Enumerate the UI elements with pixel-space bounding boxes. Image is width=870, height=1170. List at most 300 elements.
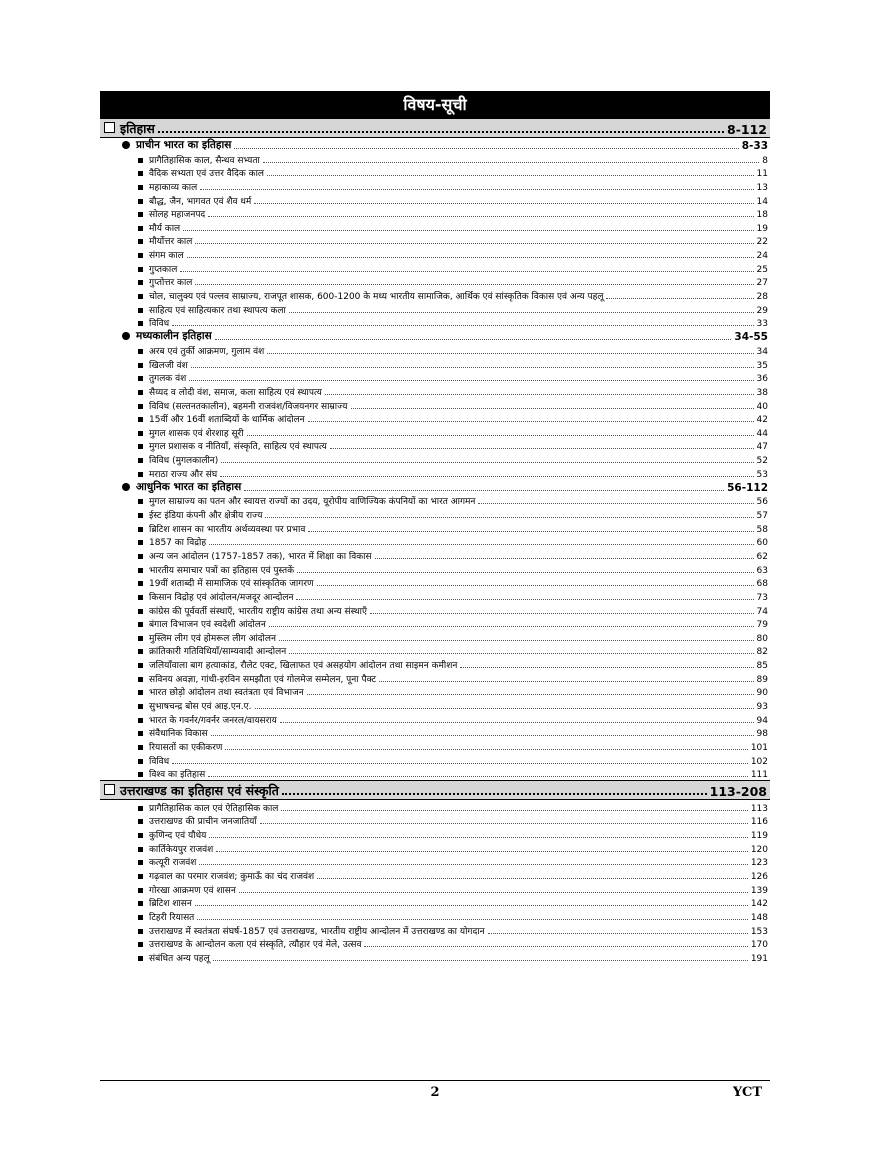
dot-leader — [265, 517, 753, 518]
dot-leader — [279, 640, 754, 641]
toc-item[interactable] — [100, 152, 770, 166]
toc-item-label: सोलह महाजनपद — [149, 210, 206, 221]
toc-item-page: 57 — [756, 511, 768, 522]
dot-leader — [180, 271, 753, 272]
toc-item-label: विविध (सल्तनतकालीन), बहमनी राजवंश/विजयनगर साम्राज्य — [149, 401, 348, 412]
square-bullet-icon — [138, 390, 143, 395]
square-bullet-icon — [138, 819, 143, 824]
square-bullet-icon — [138, 581, 143, 586]
square-bullet-icon — [138, 185, 143, 190]
square-bullet-icon — [138, 942, 143, 947]
toc-item-label: चोल, चालुक्य एवं पल्लव साम्राज्य, राजपूत शासक, 600-1200 के मध्य भारतीय सामाजिक, आर्थिक एवं सांस्कृतिक विकास एवं अन्य पहलू — [149, 292, 604, 303]
toc-item-page: 35 — [756, 360, 768, 371]
square-bullet-icon — [138, 321, 143, 326]
dot-leader — [209, 544, 753, 545]
square-bullet-icon — [138, 417, 143, 422]
dot-leader — [208, 776, 748, 777]
toc-item-page: 62 — [756, 551, 768, 562]
square-bullet-icon — [138, 663, 143, 668]
dot-leader — [158, 131, 724, 133]
circle-bullet-icon — [122, 332, 130, 340]
section-pages: 8-112 — [727, 122, 767, 137]
toc-item[interactable] — [100, 535, 770, 549]
toc-item[interactable] — [100, 371, 770, 385]
square-bullet-icon — [138, 239, 143, 244]
toc-item-page: 79 — [756, 620, 768, 631]
toc-item[interactable] — [100, 316, 770, 330]
toc-item-label: सुभाषचन्द्र बोस एवं आइ.एन.ए. — [149, 701, 252, 712]
toc-item-label: प्रागैतिहासिक काल एवं ऐतिहासिक काल — [149, 803, 279, 814]
dot-leader — [280, 722, 754, 723]
toc-item-label: खिलजी वंश — [149, 360, 188, 371]
toc-item-label: कांग्रेस की पूर्ववर्ती संस्थाएँ, भारतीय राष्ट्रीय कांग्रेस तथा अन्य संस्थाएँ — [149, 606, 367, 617]
toc-item-page: 170 — [750, 940, 768, 951]
square-bullet-icon — [138, 595, 143, 600]
dot-leader — [187, 257, 754, 258]
square-bullet-icon — [138, 915, 143, 920]
square-bullet-icon — [138, 690, 143, 695]
toc-item-label: गढ़वाल का परमार राजवंश; कुमाऊँ का चंद राजवंश — [149, 872, 315, 883]
toc-item[interactable] — [100, 507, 770, 521]
square-bullet-icon — [138, 609, 143, 614]
square-bullet-icon — [138, 929, 143, 934]
toc-item-label: कार्तिकेयपुर राजवंश — [149, 844, 214, 855]
toc-item[interactable] — [100, 261, 770, 275]
toc-item-label: गोरखा आक्रमण एवं शासन — [149, 885, 236, 896]
toc-item-label: ब्रिटिश शासन — [149, 899, 192, 910]
toc-subsection[interactable] — [100, 138, 770, 152]
toc-item-label: गुप्तकाल — [149, 264, 178, 275]
square-bullet-icon — [138, 718, 143, 723]
dot-leader — [325, 394, 754, 395]
dot-leader — [330, 448, 754, 449]
toc-item[interactable] — [100, 909, 770, 923]
toc-item[interactable] — [100, 671, 770, 685]
toc-item-page: 90 — [756, 688, 768, 699]
toc-item[interactable] — [100, 576, 770, 590]
toc-item[interactable] — [100, 827, 770, 841]
toc-item-label: क्रांतिकारी गतिविधियाँ/साम्यवादी आन्दोलन — [149, 647, 287, 658]
toc-item-page: 18 — [756, 210, 768, 221]
dot-leader — [211, 735, 754, 736]
square-bullet-icon — [138, 267, 143, 272]
toc-item-page: 14 — [756, 196, 768, 207]
square-bullet-icon — [138, 171, 143, 176]
dot-leader — [225, 749, 747, 750]
toc-item[interactable] — [100, 384, 770, 398]
toc-item-page: 191 — [750, 953, 768, 964]
toc-item[interactable] — [100, 193, 770, 207]
dot-leader — [289, 312, 754, 313]
square-bullet-icon — [138, 622, 143, 627]
toc-item-label: मुस्लिम लीग एवं होमरूल लीग आंदोलन — [149, 633, 276, 644]
toc-item[interactable] — [100, 630, 770, 644]
toc-item-page: 119 — [750, 831, 768, 842]
dot-leader — [209, 837, 747, 838]
toc-item-page: 148 — [750, 912, 768, 923]
toc-item-label: प्रागैतिहासिक काल, सैन्धव सभ्यता — [149, 155, 260, 166]
toc-item-page: 120 — [750, 844, 768, 855]
toc-section[interactable] — [100, 118, 770, 138]
toc-item-page: 52 — [756, 456, 768, 467]
toc-item-label: 15वीं और 16वीं शताब्दियों के धार्मिक आंदोलन — [149, 415, 305, 426]
toc-subsection[interactable] — [100, 329, 770, 343]
toc-item[interactable] — [100, 800, 770, 814]
toc-item-label: उत्तराखण्ड के आन्दोलन कला एवं संस्कृति, त्यौहार एवं मेले, उत्सव — [149, 940, 362, 951]
square-bullet-icon — [138, 554, 143, 559]
dot-leader — [183, 230, 753, 231]
dot-leader — [234, 148, 738, 149]
toc-item-label: बौद्ध, जैन, भागवत एवं शैव धर्म — [149, 196, 252, 207]
toc-item-label: कत्यूरी राजवंश — [149, 858, 197, 869]
square-bullet-icon — [138, 527, 143, 532]
toc-item-page: 101 — [750, 742, 768, 753]
toc-item-label: विविध — [149, 756, 170, 767]
toc-item-page: 58 — [756, 524, 768, 535]
toc-item-label: गुप्तोत्तर काल — [149, 278, 193, 289]
dot-leader — [478, 503, 753, 504]
dot-leader — [172, 763, 748, 764]
toc-item-label: मौर्य काल — [149, 223, 181, 234]
toc-item-label: उत्तराखण्ड में स्वतंत्रता संघर्ष-1857 एवं उत्तराखण्ड, भारतीय राष्ट्रीय आन्दोलन में उत्तराखण्ड का योगदान — [149, 926, 485, 937]
toc-item-page: 11 — [756, 169, 768, 180]
toc-item-page: 85 — [756, 661, 768, 672]
dot-leader — [379, 681, 754, 682]
toc-item[interactable] — [100, 234, 770, 248]
toc-item[interactable] — [100, 603, 770, 617]
publisher-brand: YCT — [732, 1085, 762, 1100]
circle-bullet-icon — [122, 141, 130, 149]
dot-leader — [375, 558, 754, 559]
dot-leader — [199, 864, 747, 865]
dot-leader — [197, 919, 748, 920]
dot-leader — [297, 572, 753, 573]
toc-item-page: 93 — [756, 701, 768, 712]
toc-item[interactable] — [100, 739, 770, 753]
dot-leader — [189, 380, 753, 381]
toc-item[interactable] — [100, 685, 770, 699]
toc-item-page: 27 — [756, 278, 768, 289]
dot-leader — [247, 435, 754, 436]
subsection-title: प्राचीन भारत का इतिहास — [136, 139, 232, 151]
toc-item[interactable] — [100, 855, 770, 869]
toc-item-page: 28 — [756, 292, 768, 303]
toc-item-label: मौर्योत्तर काल — [149, 237, 193, 248]
toc-item-page: 153 — [750, 926, 768, 937]
dot-leader — [260, 823, 748, 824]
dot-leader — [307, 694, 754, 695]
toc-page — [100, 91, 770, 964]
square-bullet-icon — [138, 199, 143, 204]
square-bullet-icon — [138, 431, 143, 436]
toc-item-label: विश्व का इतिहास — [149, 770, 206, 781]
toc-item-page: 29 — [756, 305, 768, 316]
toc-item[interactable] — [100, 548, 770, 562]
toc-item-label: 19वीं शताब्दी में सामाजिक एवं सांस्कृतिक जागरण — [149, 579, 314, 590]
toc-section[interactable] — [100, 780, 770, 800]
toc-item[interactable] — [100, 937, 770, 951]
toc-item[interactable] — [100, 617, 770, 631]
toc-item-label: भारतीय समाचार पत्रों का इतिहास एवं पुस्तकें — [149, 565, 295, 576]
subsection-pages: 56-112 — [727, 481, 768, 494]
toc-item-page: 60 — [756, 538, 768, 549]
toc-item[interactable] — [100, 343, 770, 357]
square-bullet-icon — [138, 226, 143, 231]
toc-item[interactable] — [100, 207, 770, 221]
square-bullet-icon — [138, 759, 143, 764]
toc-item-label: सविनय अवज्ञा, गांधी-इरविन समझौता एवं गोलमेज सम्मेलन, पूना पैक्ट — [149, 674, 377, 685]
toc-item-label: मुगल प्रशासक व नीतियाँ, संस्कृति, साहित्य एवं स्थापत्य — [149, 442, 327, 453]
toc-item[interactable] — [100, 589, 770, 603]
toc-item[interactable] — [100, 767, 770, 781]
square-bullet-icon — [138, 847, 143, 852]
toc-item[interactable] — [100, 521, 770, 535]
toc-item-label: महाकाव्य काल — [149, 182, 198, 193]
dot-leader — [244, 490, 724, 491]
dot-leader — [216, 851, 748, 852]
toc-item-page: 44 — [756, 428, 768, 439]
square-bullet-icon — [138, 376, 143, 381]
toc-item-label: मराठा राज्य और संघ — [149, 469, 218, 480]
toc-item-label: सैय्यद व लोदी वंश, समाज, कला साहित्य एवं स्थापत्य — [149, 387, 322, 398]
toc-item-page: 53 — [756, 469, 768, 480]
toc-item-page: 24 — [756, 251, 768, 262]
square-bullet-icon — [138, 472, 143, 477]
section-title: इतिहास — [120, 121, 155, 136]
toc-item[interactable] — [100, 698, 770, 712]
toc-item-page: 34 — [756, 346, 768, 357]
dot-leader — [308, 421, 754, 422]
square-bullet-icon — [138, 901, 143, 906]
toc-item[interactable] — [100, 882, 770, 896]
dot-leader — [488, 933, 748, 934]
toc-item-label: विविध (मुगलकालीन) — [149, 456, 219, 467]
square-bullet-icon — [138, 458, 143, 463]
toc-item[interactable] — [100, 712, 770, 726]
section-title: उत्तराखण्ड का इतिहास एवं संस्कृति — [120, 783, 279, 799]
toc-item[interactable] — [100, 657, 770, 671]
dot-leader — [267, 175, 754, 176]
dot-leader — [239, 892, 748, 893]
dot-leader — [213, 960, 748, 961]
dot-leader — [606, 298, 753, 299]
square-bullet-icon — [138, 956, 143, 961]
toc-item[interactable] — [100, 412, 770, 426]
toc-item-page: 33 — [756, 319, 768, 330]
toc-item-label: ब्रिटिश शासन का भारतीय अर्थव्यवस्था पर प्रभाव — [149, 524, 306, 535]
toc-item-page: 123 — [750, 858, 768, 869]
dot-leader — [195, 243, 753, 244]
subsection-title: आधुनिक भारत का इतिहास — [136, 480, 242, 493]
toc-item-page: 102 — [750, 756, 768, 767]
section-pages: 113-208 — [709, 784, 767, 800]
toc-item-label: तुगलक वंश — [149, 374, 187, 385]
toc-item-label: उत्तराखण्ड की प्राचीन जनजातियाँ — [149, 817, 257, 828]
toc-item-label: ईस्ट इंडिया कंपनी और क्षेत्रीय राज्य — [149, 511, 263, 522]
square-bullet-icon — [138, 731, 143, 736]
square-bullet-icon — [138, 860, 143, 865]
toc-item[interactable] — [100, 950, 770, 964]
square-bullet-icon — [138, 772, 143, 777]
subsection-pages: 34-55 — [734, 331, 768, 344]
toc-item-page: 74 — [756, 606, 768, 617]
dot-leader — [200, 189, 753, 190]
toc-item-page: 113 — [750, 803, 768, 814]
square-bullet-icon — [138, 308, 143, 313]
toc-item-label: साहित्य एवं साहित्यकार तथा स्थापत्य कला — [149, 305, 286, 316]
dot-leader — [267, 353, 753, 354]
square-bullet-icon — [138, 704, 143, 709]
dot-leader — [215, 339, 732, 340]
toc-item[interactable] — [100, 179, 770, 193]
toc-item[interactable] — [100, 466, 770, 480]
square-bullet-icon — [138, 499, 143, 504]
toc-item[interactable] — [100, 923, 770, 937]
square-bullet-icon — [138, 444, 143, 449]
dot-leader — [220, 476, 753, 477]
toc-item-page: 25 — [756, 264, 768, 275]
dot-leader — [254, 203, 753, 204]
circle-bullet-icon — [122, 483, 130, 491]
subsection-pages: 8-33 — [741, 140, 768, 152]
toc-subsection[interactable] — [100, 480, 770, 494]
toc-item-label: टिहरी रियासत — [149, 912, 195, 923]
toc-item[interactable] — [100, 357, 770, 371]
checkbox-icon — [104, 122, 115, 133]
dot-leader — [308, 531, 753, 532]
dot-leader — [296, 599, 753, 600]
toc-item[interactable] — [100, 398, 770, 412]
toc-item-page: 73 — [756, 592, 768, 603]
toc-item-page: 82 — [756, 647, 768, 658]
square-bullet-icon — [138, 636, 143, 641]
dot-leader — [364, 946, 747, 947]
toc-item[interactable] — [100, 753, 770, 767]
toc-item-page: 13 — [756, 182, 768, 193]
dot-leader — [289, 653, 753, 654]
toc-item[interactable] — [100, 562, 770, 576]
dot-leader — [269, 626, 754, 627]
toc-item-page: 116 — [750, 817, 768, 828]
toc-item[interactable] — [100, 452, 770, 466]
square-bullet-icon — [138, 294, 143, 299]
toc-item-page: 63 — [756, 565, 768, 576]
toc-item-label: भारत छोड़ो आंदोलन तथा स्वतंत्रता एवं विभाजन — [149, 688, 304, 699]
toc-item[interactable] — [100, 247, 770, 261]
toc-item-page: 139 — [750, 885, 768, 896]
toc-item-label: जलियाँवाला बाग हत्याकांड, रौलेट एक्ट, खिलाफत एवं असहयोग आंदोलन तथा साइमन कमीशन — [149, 661, 458, 672]
toc-item[interactable] — [100, 275, 770, 289]
square-bullet-icon — [138, 253, 143, 258]
dot-leader — [208, 216, 753, 217]
toc-item-label: किसान विद्रोह एवं आंदोलन/मजदूर आन्दोलन — [149, 592, 294, 603]
toc-item-page: 19 — [756, 223, 768, 234]
dot-leader — [255, 708, 754, 709]
toc-item[interactable] — [100, 439, 770, 453]
toc-item-page: 42 — [756, 415, 768, 426]
toc-item-page: 40 — [756, 401, 768, 412]
dot-leader — [195, 905, 748, 906]
toc-item-label: मुगल शासक एवं शेरशाह सूरी — [149, 428, 244, 439]
dot-leader — [370, 613, 754, 614]
toc-item[interactable] — [100, 425, 770, 439]
toc-item-label: बंगाल विभाजन एवं स्वदेशी आंदोलन — [149, 620, 266, 631]
toc-item-page: 38 — [756, 387, 768, 398]
toc-item-page: 89 — [756, 674, 768, 685]
square-bullet-icon — [138, 158, 143, 163]
square-bullet-icon — [138, 833, 143, 838]
page-title: विषय-सूची — [100, 91, 770, 118]
toc-item-page: 56 — [756, 497, 768, 508]
toc-item-page: 94 — [756, 715, 768, 726]
toc-item-page: 111 — [750, 770, 768, 781]
toc-item[interactable] — [100, 868, 770, 882]
footer-divider — [100, 1080, 770, 1081]
toc-item-page: 22 — [756, 237, 768, 248]
dot-leader — [282, 793, 707, 795]
toc-item-page: 142 — [750, 899, 768, 910]
checkbox-icon — [104, 784, 115, 795]
square-bullet-icon — [138, 568, 143, 573]
dot-leader — [195, 284, 753, 285]
toc-item-page: 68 — [756, 579, 768, 590]
square-bullet-icon — [138, 745, 143, 750]
toc-item-label: भारत के गवर्नर/गवर्नर जनरल/वायसराय — [149, 715, 277, 726]
toc-item[interactable] — [100, 166, 770, 180]
toc-item-page: 8 — [762, 155, 768, 166]
toc-item-label: 1857 का विद्रोह — [149, 538, 207, 549]
dot-leader — [460, 667, 753, 668]
toc-item[interactable] — [100, 896, 770, 910]
toc-item[interactable] — [100, 644, 770, 658]
dot-leader — [191, 367, 754, 368]
toc-item-page: 80 — [756, 633, 768, 644]
toc-item-label: रियासतों का एकीकरण — [149, 742, 223, 753]
toc-item-label: कुणिन्द एवं यौधेय — [149, 831, 207, 842]
toc-item-label: अरब एवं तुर्की आक्रमण, गुलाम वंश — [149, 346, 265, 357]
toc-item-page: 47 — [756, 442, 768, 453]
square-bullet-icon — [138, 649, 143, 654]
square-bullet-icon — [138, 404, 143, 409]
page-number: 2 — [430, 1085, 440, 1100]
square-bullet-icon — [138, 874, 143, 879]
dot-leader — [317, 878, 748, 879]
toc-item[interactable] — [100, 814, 770, 828]
toc-item[interactable] — [100, 220, 770, 234]
toc-item[interactable] — [100, 288, 770, 302]
toc-item[interactable] — [100, 494, 770, 508]
toc-item-label: वैदिक सभ्यता एवं उत्तर वैदिक काल — [149, 169, 265, 180]
dot-leader — [281, 810, 747, 811]
toc-item[interactable] — [100, 302, 770, 316]
toc-item-label: संबंधित अन्य पहलू — [149, 953, 210, 964]
square-bullet-icon — [138, 280, 143, 285]
toc-item-page: 98 — [756, 729, 768, 740]
toc-item-label: संवैधानिक विकास — [149, 729, 208, 740]
square-bullet-icon — [138, 677, 143, 682]
square-bullet-icon — [138, 806, 143, 811]
square-bullet-icon — [138, 540, 143, 545]
toc-item[interactable] — [100, 726, 770, 740]
toc-item-page: 126 — [750, 872, 768, 883]
toc-item[interactable] — [100, 841, 770, 855]
dot-leader — [263, 162, 759, 163]
dot-leader — [317, 585, 754, 586]
dot-leader — [172, 325, 753, 326]
toc-item-label: विविध — [149, 319, 170, 330]
toc-item-label: संगम काल — [149, 251, 184, 262]
dot-leader — [351, 408, 754, 409]
